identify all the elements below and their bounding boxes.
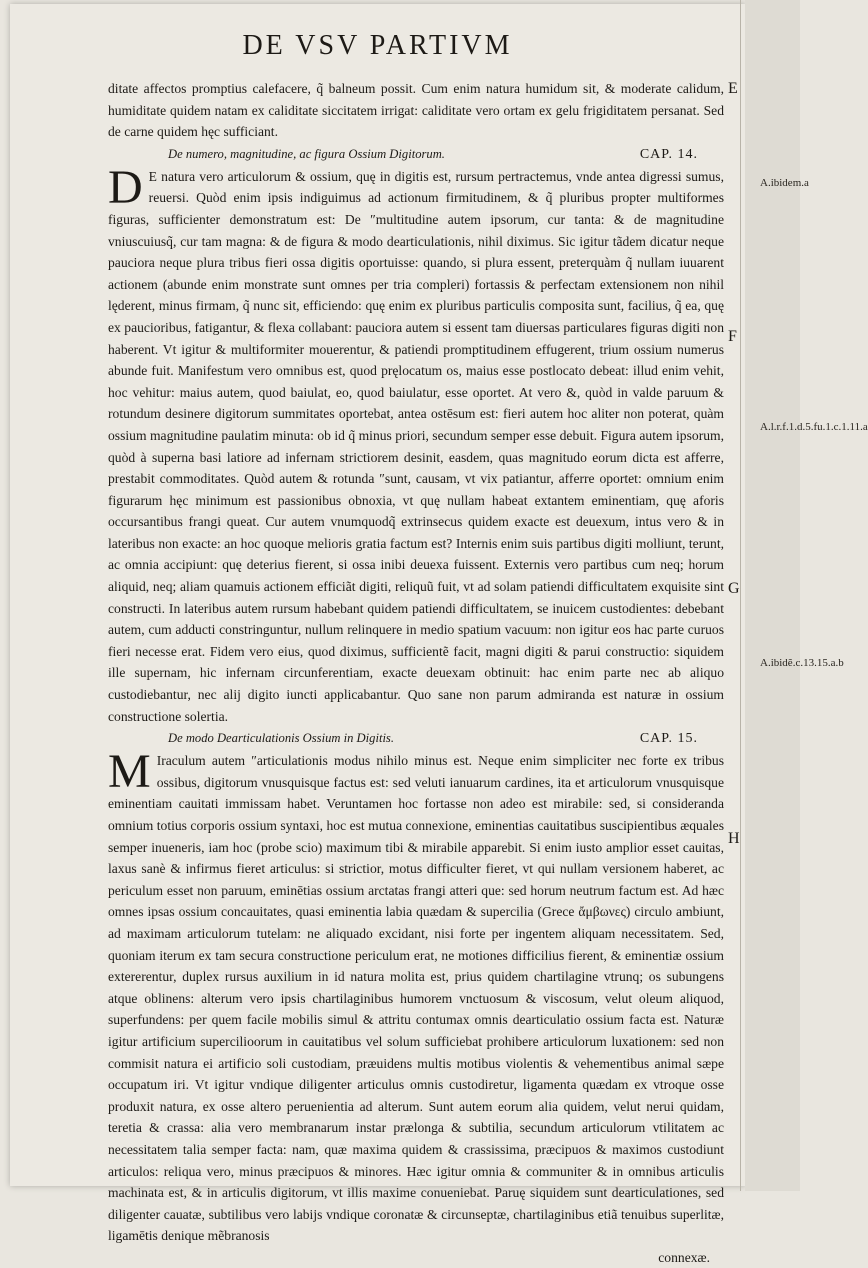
chapter-paragraph bbox=[108, 160, 724, 727]
chapter-text: E natura vero articulorum & ossium, quę in digitis est, rursum pertractemus, vnde antea digressi sumus, reuersi. Quòd enim ipsis indiguimus ad actionum firmitudinem, & q̃ pluribus propter multiformes figuras, sufficienter demonstratum est: De ″multitudine autem ipsorum, cur tanta: & de magnitudine vniuscuiusq̃, cur tam magna: & de figura & modo dearticulationis, nihil diximus. Sic igitur tãdem dicatur neque pauciora neque plura tribus fieri ossa digitis oportuisse: quando, si plura essent, preterquàm q̃ nullam iuuarent actionem (abunde enim monstrate sunt omnes per tria compleri) fortassis & perfectam extensionem non nihil lęderent, minus firmam, q̃ nunc sit, efficiendo: quę enim ex pluribus particulis composita sunt, facilius, q̃ ea, quę ex paucioribus, fatigantur, & flexa collabant: pauciora autem si essent tam diuersas particulares figuras digiti non haberent. Vt igitur & multiformiter mouerentur, & patiendi promptitudinem effugerent, trium ossium numerus abunde fuit. Manifestum vero omnibus est, quod pręlocatum os, maius esse postlocato debeat: illud enim vehit, hoc vehitur: maius autem, quod baiulat, eo, quod baiulatur, esse oportet. At vero &, quòd in valde paruum & rotundum desinere digitorum summitates oportebat, antea ostēsum est: fieri autem hoc aliter non poterat, quàm ossium magnitudine paulatim minuta: ob id q̃ minus priori, secundum semper esse debuit. Figura autem ipsorum, quòd à superna basi latiore ad infernam strictiorem desinit, easdem, quas magnitudo eorum dicta est afferre, prestabit commoditates. Quòd autem & rotunda ″sunt, causam, vt vix patiantur, afferre oportet: omnium enim figurarum hęc minimum est passionibus obnoxia, vt quę nullam habeat extantem eminentiam, quę aforis occursantibus frangi queat. Cur autem vnumquodq̃ extrinsecus quidem exacte est deuexum, intus vero & in lateribus non exacte: an hoc quoque melioris gratia factum est? Internis enim suis partibus digiti molliunt, terunt, ac omnia accipiunt: quę deterius fierent, si ossa inibi deuexa fuissent. Externis vero partibus cum neq; horum aliquid, neq; aliam quamuis actionem efficiãt digiti, reliquũ fuit, vt ad solam patiendi difficultatem exquisite sint constructi. In lateribus autem rursum habebant quidem patiendi difficultatem, se inuicem custodientes: debebant autem, cum adducti constringuntur, nullum relinquere in medio spatium vacuum: non igitur eos hac parte curuos fieri necesse erat. Fidem vero eius, quod diximus, sufficientẽ facit, magni digiti & parui constructio: siquidem ille supernam, hic infernam circunferentiam, exacte deuexam obtinuit: hac enim parte nec ab aliquo custodiebantur, nec alij digito iuncti applicabantur. Quo sane non parum admiranda est naturæ in ossium constructione solertia. bbox=[108, 168, 724, 724]
section-marker: F bbox=[728, 328, 737, 345]
catchword: connexæ. bbox=[658, 1249, 710, 1265]
chapter-number: CAP. 14. bbox=[639, 146, 698, 162]
chapter-title: De numero, magnitudine, ac figura Ossium Digitorum. bbox=[168, 146, 445, 161]
opening-paragraph: ditate affectos promptius calefacere, q̃ balneum possit. Cum enim natura humidum sit, & moderate calidum, humiditate quidem natam ex caliditate siccitatem irrigat: caliditate vero ortam ex gelu frigiditatem persanat. Sed de carne quidem hęc sufficiant. bbox=[108, 81, 724, 140]
chapter-text: Iraculum autem ″articulationis modus nihilo minus est. Neque enim simpliciter nec forte ex tribus ossibus, digitorum vnusquisque factus est: sed veluti ianuarum cardines, ita et articulorum vnusquisque eminentiam cauitati immissam habet. Veruntamen hoc fortasse non adeo est mirabile: sed, si consideranda omnium totius corporis ossium syntaxi, hoc est mutua connexione, eminentias cauitatibus suscipientibus æquales semper inueneris, iam hoc (probe scio) maximum tibi & mirabile apparebit. Si enim iusto amplior esset cauitas, laxus sanè & infirmus fieret articulus: si strictior, motus difficulter fieret, vt qui nullam versionem haberet, ac periculum esset non paruum, eminētias ossium arctatas frangi atteri que: sed horum neutrum factum est. Ad hæc omnes ipsas ossium concauitates, quasi eminentia labia quædam & supercilia (Grece ἄμβωνες) circulo ambiunt, ad maximam articulorum tutelam: ne aliquado excidant, nisi forte per ingentem aliquam necessitatem. Sed, quoniam iterum ex tam secura constructione periculum erat, ne motiones difficilius fierent, & eminentiæ ossium extererentur, duplex rursus auxilium in id natura molita est, prius quidem chartilagine vtrunq; os subungens atque oblinens: alterum vero ipsis chartilaginibus humorem vnctuosum & viscosum, velut oleum aliquod, superfundens: per quem facile mobilis simul & attritu contumax omnis dearticulatio ossium facta est. Naturæ igitur artificium supercilioorum in cauitatibus vel solum sufficiebat prohibere articulorum luxationem: sed non commisit natura ei artificio soli custodiam, præuidens multis motibus violentis & vehementibus animal sæpe occupatum iri. Vt igitur vndique diligenter articulus omnis custodiretur, ligamenta quædam ex vtroque osse produxit natura, ex osse altero peruenientia ad alterum. Sunt autem eorum alia quidem, velut nerui quidam, teretia & crassa: alia vero membranarum instar prælonga & subtilia, secundum articulorum vtilitatem ac necessitatem talia semper facta: nam, quæ maxima quidem & crassissima, præcipuos & maximos custodiunt articulos: reliqua vero, minus præcipuos & minores. Hæc igitur omnia & communiter & in omnibus articulis machinata est, & in articulis digitorum, vt illis maxime conueniebat. Paruę siquidem sunt dearticulationes, sed diligenter cauatæ, subtilibus vero labijs vndique coronatæ & circunseptæ, chartilaginibus etiã tenuibus superlitæ, ligamētis denique mẽbranosis bbox=[108, 753, 724, 1244]
section-marker: E bbox=[728, 80, 738, 97]
chapter-heading bbox=[108, 143, 724, 166]
running-head: DE VSV PARTIVM bbox=[242, 30, 513, 61]
chapter-paragraph bbox=[108, 745, 724, 1247]
margin-note: A.l.r.f.1.d.5.fu.1.c.1.11.a bbox=[760, 421, 868, 433]
section-marker: G bbox=[728, 580, 740, 597]
margin-note: A.ibidem.a bbox=[760, 177, 809, 189]
page-edge-line bbox=[740, 0, 741, 1191]
section-marker: H bbox=[728, 830, 740, 847]
body-text bbox=[108, 78, 724, 1268]
chapter-heading bbox=[108, 727, 724, 750]
chapter-title: De modo Dearticulationis Ossium in Digitis. bbox=[168, 731, 394, 746]
margin-note: A.ibidẽ.c.13.15.a.b bbox=[760, 657, 844, 669]
chapter-number: CAP. 15. bbox=[639, 731, 698, 747]
book-page bbox=[10, 4, 745, 1265]
drop-cap: D bbox=[108, 160, 143, 214]
drop-cap: M bbox=[108, 745, 151, 799]
